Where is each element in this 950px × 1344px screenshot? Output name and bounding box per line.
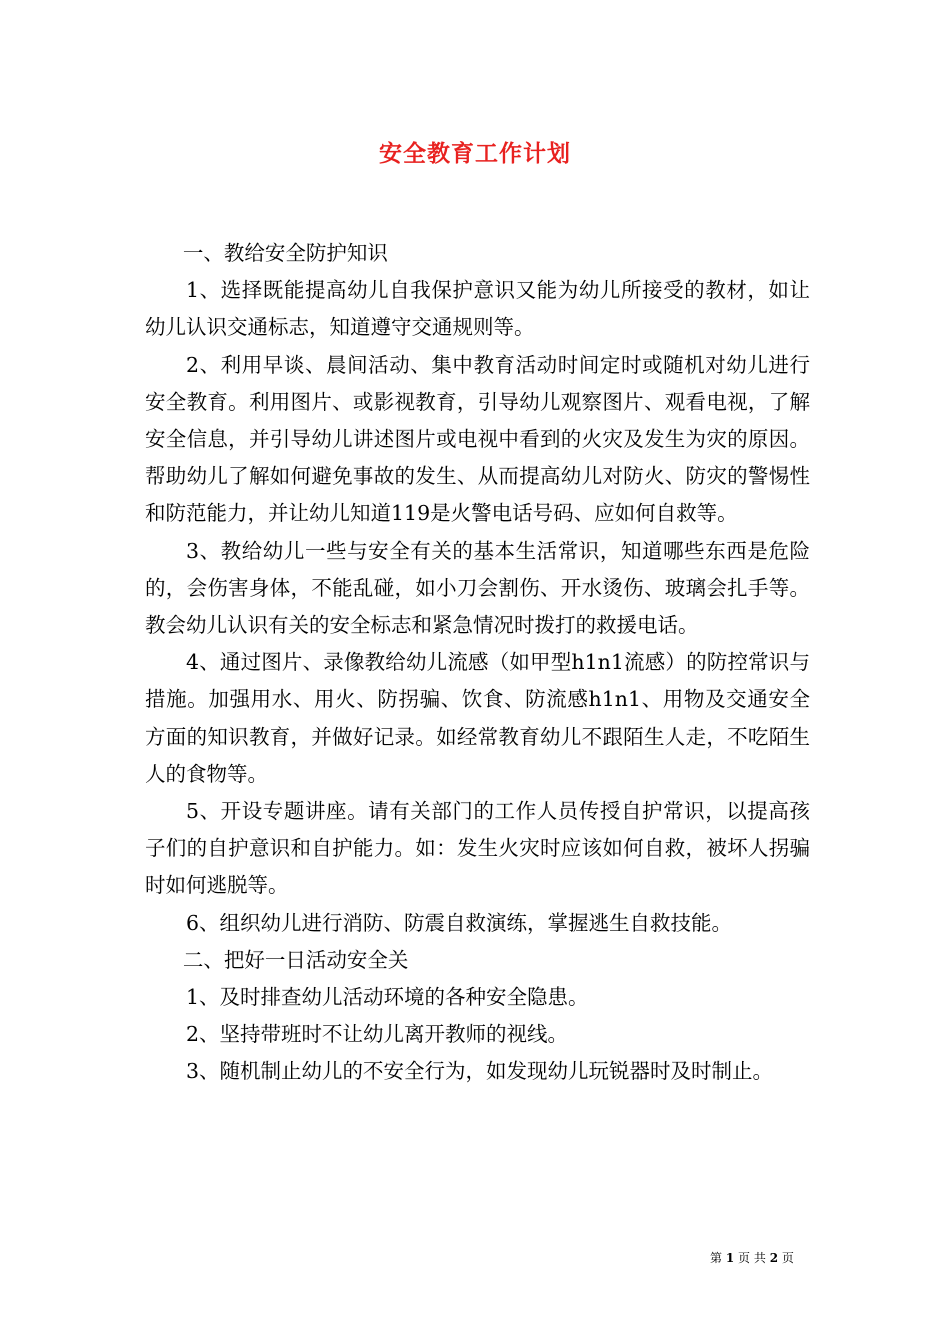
section-heading: 二、把好一日活动安全关 <box>182 947 409 972</box>
body-paragraph: 6、组织幼儿进行消防、防震自救演练，掌握逃生自救技能。 <box>186 910 733 935</box>
current-page-number: 1 <box>725 1251 735 1265</box>
body-paragraph: 3、随机制止幼儿的不安全行为，如发现幼儿玩锐器时及时制止。 <box>186 1059 774 1084</box>
footer-middle: 页 共 <box>738 1251 766 1265</box>
document-body <box>145 235 810 1091</box>
footer-suffix: 页 <box>781 1251 794 1265</box>
body-paragraph: 1、选择既能提高幼儿自我保护意识又能为幼儿所接受的教材，如让幼儿认识交通标志，知道遵守交通规则等。 <box>145 278 810 340</box>
footer-prefix: 第 <box>710 1251 723 1265</box>
total-page-number: 2 <box>769 1251 779 1265</box>
document-title: 安全教育工作计划 <box>379 140 571 167</box>
section-heading: 一、教给安全防护知识 <box>182 241 388 265</box>
body-paragraph: 4、通过图片、录像教给幼儿流感（如甲型h1n1流感）的防控常识与措施。加强用水、用火、防拐骗、饮食、防流感h1n1、用物及交通安全方面的知识教育，并做好记录。如经常教育幼儿不跟陌生人走，不吃陌生人的食物等。 <box>145 650 810 786</box>
page-number-footer <box>710 1249 794 1266</box>
body-paragraph: 3、教给幼儿一些与安全有关的基本生活常识，知道哪些东西是危险的，会伤害身体，不能乱碰，如小刀会割伤、开水烫伤、玻璃会扎手等。教会幼儿认识有关的安全标志和紧急情况时拨打的救援电话。 <box>145 538 810 638</box>
body-paragraph: 1、及时排查幼儿活动环境的各种安全隐患。 <box>186 985 589 1010</box>
body-paragraph: 2、利用早谈、晨间活动、集中教育活动时间定时或随机对幼儿进行安全教育。利用图片、或影视教育，引导幼儿观察图片、观看电视，了解安全信息，并引导幼儿讲述图片或电视中看到的火灾及发生为灾的原因。帮助幼儿了解如何避免事故的发生、从而提高幼儿对防火、防灾的警惕性和防范能力，并让幼儿知道119是火警电话号码、应如何自救等。 <box>145 352 810 526</box>
body-paragraph: 2、坚持带班时不让幼儿离开教师的视线。 <box>186 1022 569 1047</box>
body-paragraph: 5、开设专题讲座。请有关部门的工作人员传授自护常识，以提高孩子们的自护意识和自护能力。如：发生火灾时应该如何自救，被坏人拐骗时如何逃脱等。 <box>145 799 810 898</box>
